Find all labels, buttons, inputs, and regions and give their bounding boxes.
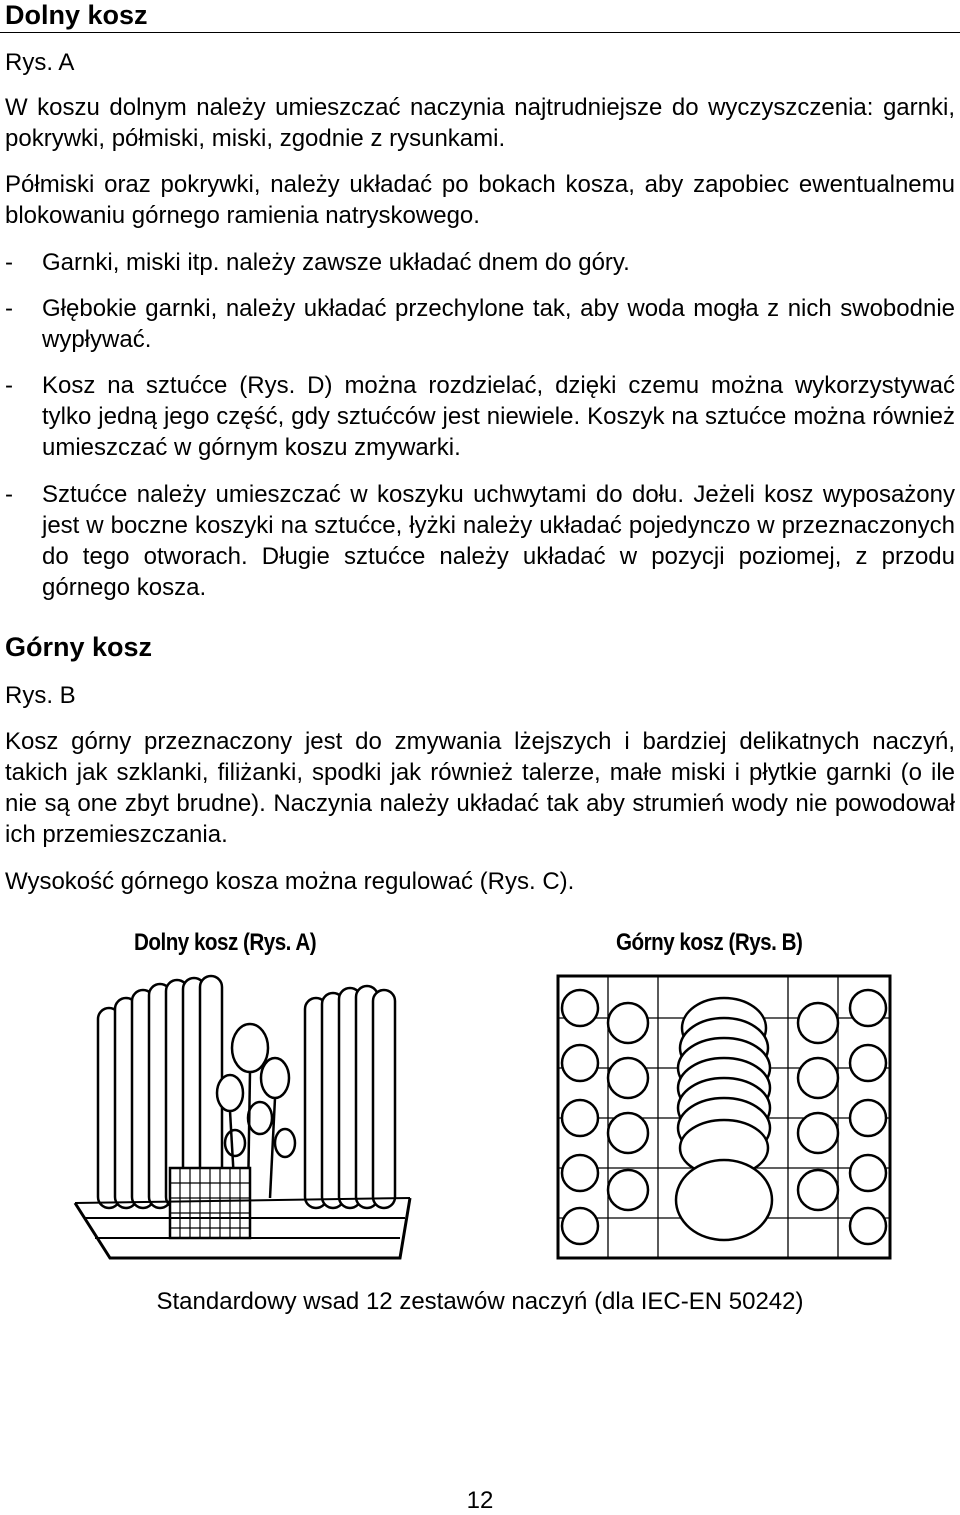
bullet-text: Garnki, miski itp. należy zawsze układać dnem do góry. — [42, 249, 630, 276]
page-number: 12 — [466, 1487, 494, 1514]
figure-ref-b: Rys. B — [5, 682, 76, 709]
bullet-text: Sztućce należy umieszczać w koszyku uchwytami do dołu. Jeżeli kosz wyposażony jest w boczne koszyki na sztućce, łyżki należy układać pojedynczo w przeznaczonych do tego otworach. Długie sztućce należy układać w pozycji poziomej, z przodu górnego kosza. — [42, 481, 955, 601]
bullet-marker: - — [5, 249, 13, 276]
upper-basket-illustration-icon — [548, 968, 900, 1268]
bullet-text: Głębokie garnki, należy układać przechylone tak, aby woda mogła z nich swobodnie wypływać. — [42, 295, 955, 353]
bullet-marker: - — [5, 372, 13, 399]
bullet-marker: - — [5, 295, 13, 322]
bullet-marker: - — [5, 481, 13, 508]
bullet-text: Kosz na sztućce (Rys. D) można rozdzielać, dzięki czemu można wykorzystywać tylko jedną jego część, gdy sztućców jest niewiele. Koszyk na sztućce można również umieszczać w górnym koszu zmywarki. — [42, 372, 955, 461]
heading-rule — [0, 32, 960, 33]
figure-label-upper: Górny kosz (Rys. B) — [616, 929, 803, 956]
upper-paragraph-2: Wysokość górnego kosza można regulować (Rys. C). — [5, 868, 575, 895]
section-heading-upper: Górny kosz — [5, 632, 153, 662]
upper-paragraph-1: Kosz górny przeznaczony jest do zmywania lżejszych i bardziej delikatnych naczyń, takich jak szklanki, filiżanki, spodki jak również talerze, małe miski i płytkie garnki (o ile nie są one zbyt brudne). Naczynia należy układać tak aby strumień wody nie powodował ich przemieszczania. — [5, 728, 955, 848]
lower-basket-illustration-icon — [70, 968, 415, 1268]
figure-caption: Standardowy wsad 12 zestawów naczyń (dla IEC-EN 50242) — [156, 1288, 804, 1315]
section-heading-lower: Dolny kosz — [5, 0, 148, 30]
bullet-item-4 — [5, 479, 955, 603]
bullet-item-2 — [5, 293, 955, 355]
figure-ref-a: Rys. A — [5, 49, 75, 76]
bullet-item-3 — [5, 370, 955, 463]
figure-label-lower: Dolny kosz (Rys. A) — [134, 929, 317, 956]
intro-paragraph-2: Półmiski oraz pokrywki, należy układać po bokach kosza, aby zapobiec ewentualnemu blokowaniu górnego ramienia natryskowego. — [5, 171, 955, 229]
bullet-item-1 — [5, 247, 955, 278]
intro-paragraph-1: W koszu dolnym należy umieszczać naczynia najtrudniejsze do wyczyszczenia: garnki, pokrywki, półmiski, miski, zgodnie z rysunkami. — [5, 94, 955, 152]
